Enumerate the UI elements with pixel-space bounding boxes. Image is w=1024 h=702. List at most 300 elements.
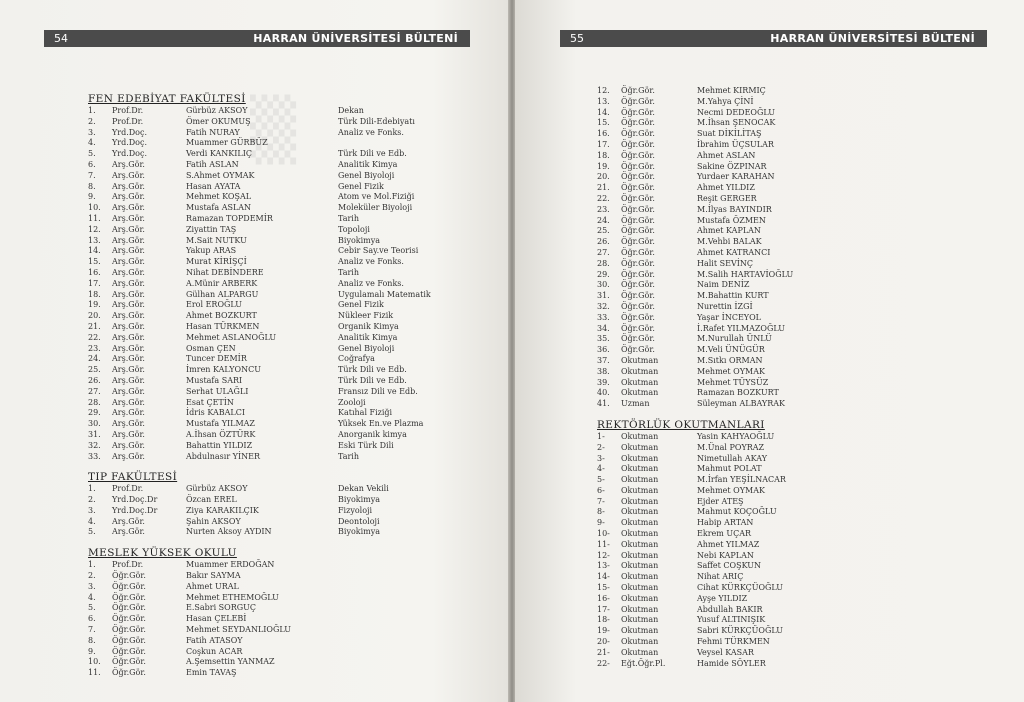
row-number: 19-: [597, 626, 610, 636]
staff-name: Sabri KÜRKÇÜOĞLU: [697, 626, 783, 636]
row-number: 31.: [597, 291, 610, 301]
row-number: 21.: [88, 321, 101, 331]
academic-title: Arş.Gör.: [112, 516, 145, 526]
staff-name: Mehmet OYMAK: [697, 485, 765, 495]
row-number: 1-: [597, 431, 605, 441]
academic-title: Okutman: [621, 464, 659, 474]
staff-row: [88, 398, 448, 409]
department: [338, 603, 448, 614]
right-page-header: [560, 30, 987, 47]
department: Türk Dili ve Edb.: [338, 149, 407, 159]
staff-name: Serhat ULAĞLI: [186, 386, 249, 396]
row-number: 35.: [597, 334, 610, 344]
staff-row: [88, 636, 448, 647]
row-number: 4.: [88, 516, 96, 526]
staff-row: [597, 583, 977, 594]
staff-name: E.Sabri SORGUÇ: [186, 603, 256, 613]
staff-row: [88, 257, 448, 268]
staff-row: [597, 356, 977, 367]
staff-name: Mehmet SEYDANLIOĞLU: [186, 625, 291, 635]
row-number: 3.: [88, 127, 96, 137]
department: Türk Dili ve Edb.: [338, 375, 407, 385]
department: [338, 593, 448, 604]
academic-title: Öğr.Gör.: [112, 592, 146, 602]
staff-row: [597, 86, 977, 97]
department: Biyokimya: [338, 235, 381, 245]
staff-name: İdris KABALCI: [186, 408, 245, 418]
staff-name: Ahmet URAL: [186, 581, 239, 591]
staff-row: [88, 354, 448, 365]
staff-name: Hasan ÇELEBİ: [186, 614, 247, 624]
staff-row: [88, 430, 448, 441]
row-number: 18.: [88, 289, 101, 299]
row-number: 6.: [88, 614, 96, 624]
academic-title: Okutman: [621, 615, 659, 625]
staff-name: Gülhan ALPARGU: [186, 289, 259, 299]
academic-title: Arş.Gör.: [112, 203, 145, 213]
staff-row: [597, 248, 977, 259]
left-page-content: [88, 93, 448, 679]
staff-name: Tuncer DEMİR: [186, 354, 247, 364]
academic-title: Öğr.Gör.: [621, 172, 655, 182]
staff-name: Gürbüz AKSOY: [186, 484, 248, 494]
right-page: [515, 0, 1024, 702]
staff-row: [597, 486, 977, 497]
staff-name: Halit SEVİNÇ: [697, 258, 753, 268]
academic-title: Okutman: [621, 637, 659, 647]
row-number: 9-: [597, 518, 605, 528]
row-number: 29.: [597, 269, 610, 279]
staff-row: [88, 408, 448, 419]
academic-title: Arş.Gör.: [112, 192, 145, 202]
academic-title: Arş.Gör.: [112, 159, 145, 169]
staff-row: [88, 106, 448, 117]
section-gap: [597, 410, 977, 419]
department: Fizyoloji: [338, 505, 373, 515]
row-number: 9.: [88, 646, 96, 656]
staff-name: Gürbüz AKSOY: [186, 106, 248, 115]
academic-title: Öğr.Gör.: [112, 657, 146, 667]
academic-title: Okutman: [621, 518, 659, 528]
academic-title: Okutman: [621, 647, 659, 657]
staff-name: Ahmet ASLAN: [697, 150, 756, 160]
row-number: 34.: [597, 323, 610, 333]
academic-title: Öğr.Gör.: [621, 215, 655, 225]
academic-title: Arş.Gör.: [112, 354, 145, 364]
row-number: 22.: [597, 193, 610, 203]
academic-title: Okutman: [621, 529, 659, 539]
staff-name: Mehmet KIRMIÇ: [697, 86, 766, 95]
academic-title: Prof.Dr.: [112, 106, 144, 115]
academic-title: Arş.Gör.: [112, 267, 145, 277]
academic-title: Öğr.Gör.: [621, 301, 655, 311]
row-number: 10.: [88, 657, 101, 667]
academic-title: Arş.Gör.: [112, 278, 145, 288]
right-page-content: [597, 86, 977, 669]
row-number: 17.: [88, 278, 101, 288]
staff-row: [88, 236, 448, 247]
staff-row: [597, 108, 977, 119]
row-number: 20-: [597, 637, 610, 647]
staff-row: [597, 345, 977, 356]
staff-name: Habip ARTAN: [697, 518, 754, 528]
department: Atom ve Mol.Fiziği: [338, 192, 415, 202]
academic-title: Arş.Gör.: [112, 397, 145, 407]
staff-row: [88, 344, 448, 355]
staff-row: [597, 605, 977, 616]
row-number: 30.: [88, 419, 101, 429]
department: Dekan Vekili: [338, 484, 389, 494]
staff-row: [88, 246, 448, 257]
department: [338, 614, 448, 625]
row-number: 5-: [597, 475, 605, 485]
staff-name: Mustafa YILMAZ: [186, 419, 255, 429]
staff-row: [597, 529, 977, 540]
row-number: 11.: [88, 213, 101, 223]
academic-title: Arş.Gör.: [112, 257, 145, 267]
staff-row: [597, 205, 977, 216]
staff-row: [88, 128, 448, 139]
staff-name: Saffet COŞKUN: [697, 561, 762, 571]
staff-name: Reşit GERGER: [697, 193, 757, 203]
staff-row: [88, 268, 448, 279]
row-number: 14.: [597, 107, 610, 117]
staff-name: Ekrem UÇAR: [697, 529, 752, 539]
academic-title: Yrd.Doç.Dr: [112, 495, 158, 505]
staff-name: Özcan EREL: [186, 495, 237, 505]
staff-name: Nurten Aksoy AYDIN: [186, 527, 272, 537]
staff-row: [597, 216, 977, 227]
header-title: HARRAN ÜNİVERSİTESİ BÜLTENİ: [770, 32, 975, 45]
staff-row: [597, 561, 977, 572]
row-number: 19.: [597, 161, 610, 171]
row-number: 11-: [597, 539, 610, 549]
academic-title: Yrd.Doç.Dr: [112, 505, 158, 515]
academic-title: Öğr.Gör.: [621, 107, 655, 117]
row-number: 2.: [88, 571, 96, 581]
row-number: 5.: [88, 149, 96, 159]
staff-row: [597, 572, 977, 583]
staff-name: Şahin AKSOY: [186, 516, 241, 526]
staff-name: Murat KİRİŞÇİ: [186, 257, 247, 267]
staff-row: [88, 560, 448, 571]
row-number: 32.: [597, 301, 610, 311]
staff-row: [88, 593, 448, 604]
row-number: 24.: [597, 215, 610, 225]
academic-title: Arş.Gör.: [112, 419, 145, 429]
academic-title: Okutman: [621, 572, 659, 582]
staff-row: [597, 454, 977, 465]
staff-row: [597, 129, 977, 140]
department: Zooloji: [338, 397, 366, 407]
row-number: 4.: [88, 592, 96, 602]
staff-row: [597, 237, 977, 248]
row-number: 12.: [597, 86, 610, 95]
staff-name: İbrahim ÜÇSULAR: [697, 139, 774, 149]
department: Genel Fizik: [338, 181, 384, 191]
academic-title: Öğr.Gör.: [621, 226, 655, 236]
staff-name: Fatih ASLAN: [186, 159, 239, 169]
department: Analiz ve Fonks.: [338, 278, 404, 288]
academic-title: Arş.Gör.: [112, 170, 145, 180]
department: [338, 636, 448, 647]
row-number: 6.: [88, 159, 96, 169]
staff-name: M.İhsan ŞENOCAK: [697, 118, 776, 128]
academic-title: Eğt.Öğr.Pl.: [621, 658, 666, 668]
staff-name: Ziyattin TAŞ: [186, 224, 237, 234]
row-number: 20.: [88, 311, 101, 321]
staff-row: [88, 160, 448, 171]
staff-name: M.Nurullah ÜNLÜ: [697, 334, 772, 344]
staff-row: [88, 149, 448, 160]
academic-title: Uzman: [621, 399, 650, 409]
staff-row: [88, 625, 448, 636]
department: [338, 582, 448, 593]
academic-title: Arş.Gör.: [112, 300, 145, 310]
department: Biyokimya: [338, 495, 381, 505]
staff-name: Mustafa SARI: [186, 375, 243, 385]
staff-row: [597, 324, 977, 335]
row-number: 2-: [597, 442, 605, 452]
staff-row: [597, 280, 977, 291]
academic-title: Prof.Dr.: [112, 116, 144, 126]
row-number: 38.: [597, 366, 610, 376]
staff-row: [597, 443, 977, 454]
staff-name: M.Vehbi BALAK: [697, 237, 762, 247]
staff-row: [88, 322, 448, 333]
row-number: 14.: [88, 246, 101, 256]
staff-row: [597, 162, 977, 173]
row-number: 1.: [88, 484, 96, 494]
staff-row: [88, 171, 448, 182]
staff-row: [597, 518, 977, 529]
department: [338, 657, 448, 668]
row-number: 33.: [88, 451, 101, 461]
row-number: 13.: [88, 235, 101, 245]
staff-name: Hasan AYATA: [186, 181, 241, 191]
row-number: 15-: [597, 583, 610, 593]
staff-row: [88, 376, 448, 387]
staff-name: Bakır SAYMA: [186, 571, 241, 581]
academic-title: Okutman: [621, 626, 659, 636]
staff-row: [88, 668, 448, 679]
staff-name: Mehmet ASLANOĞLU: [186, 332, 277, 342]
staff-name: Nihat DEBİNDERE: [186, 267, 264, 277]
academic-title: Okutman: [621, 453, 659, 463]
academic-title: Arş.Gör.: [112, 181, 145, 191]
academic-title: Öğr.Gör.: [621, 86, 655, 95]
department: Uygulamalı Matematik: [338, 289, 431, 299]
row-number: 17-: [597, 604, 610, 614]
staff-row: [88, 300, 448, 311]
row-number: 15.: [597, 118, 610, 128]
academic-title: Öğr.Gör.: [112, 646, 146, 656]
staff-row: [597, 551, 977, 562]
staff-row: [88, 517, 448, 528]
academic-title: Öğr.Gör.: [621, 280, 655, 290]
department: [338, 571, 448, 582]
department: Analiz ve Fonks.: [338, 127, 404, 137]
staff-name: Erol EROĞLU: [186, 300, 243, 310]
staff-name: Naim DENİZ: [697, 280, 750, 290]
staff-name: M.Sait NUTKU: [186, 235, 247, 245]
staff-name: M.Salih HARTAVİOĞLU: [697, 269, 794, 279]
staff-row: [597, 172, 977, 183]
academic-title: Öğr.Gör.: [621, 96, 655, 106]
row-number: 27.: [88, 386, 101, 396]
academic-title: Okutman: [621, 485, 659, 495]
staff-row: [88, 225, 448, 236]
staff-row: [88, 506, 448, 517]
department: Analitik Kimya: [338, 159, 398, 169]
staff-name: Ömer OKUMUŞ: [186, 116, 251, 126]
academic-title: Arş.Gör.: [112, 365, 145, 375]
academic-title: Arş.Gör.: [112, 440, 145, 450]
academic-title: Okutman: [621, 604, 659, 614]
staff-row: [88, 333, 448, 344]
staff-row: [88, 311, 448, 322]
staff-row: [597, 475, 977, 486]
row-number: 32.: [88, 440, 101, 450]
staff-name: Süleyman ALBAYRAK: [697, 399, 785, 409]
academic-title: Öğr.Gör.: [621, 269, 655, 279]
page-number: 54: [54, 32, 68, 45]
row-number: 39.: [597, 377, 610, 387]
department: Tarih: [338, 267, 360, 277]
staff-name: Fatih ATASOY: [186, 635, 243, 645]
section-heading: REKTÖRLÜK OKUTMANLARI: [597, 418, 765, 431]
row-number: 23.: [597, 204, 610, 214]
staff-row: [597, 615, 977, 626]
row-number: 23.: [88, 343, 101, 353]
staff-row: [597, 183, 977, 194]
department: Cebir Say.ve Teorisi: [338, 246, 419, 256]
row-number: 33.: [597, 312, 610, 322]
department: [338, 625, 448, 636]
row-number: 9.: [88, 192, 96, 202]
staff-row: [597, 334, 977, 345]
academic-title: Okutman: [621, 496, 659, 506]
staff-name: M.Sıtkı ORMAN: [697, 355, 763, 365]
staff-row: [597, 507, 977, 518]
staff-name: Yasin KAHYAOĞLU: [697, 431, 775, 441]
staff-row: [88, 582, 448, 593]
staff-row: [88, 495, 448, 506]
staff-row: [597, 151, 977, 162]
row-number: 1.: [88, 106, 96, 115]
department: Nükleer Fizik: [338, 311, 394, 321]
row-number: 1.: [88, 560, 96, 570]
academic-title: Arş.Gör.: [112, 343, 145, 353]
staff-row: [597, 226, 977, 237]
academic-title: Arş.Gör.: [112, 408, 145, 418]
academic-title: Öğr.Gör.: [621, 247, 655, 257]
staff-row: [88, 117, 448, 128]
academic-title: Arş.Gör.: [112, 224, 145, 234]
staff-row: [88, 365, 448, 376]
academic-title: Okutman: [621, 431, 659, 441]
academic-title: Öğr.Gör.: [112, 603, 146, 613]
department: Organik Kimya: [338, 321, 399, 331]
staff-row: [88, 214, 448, 225]
department: Fransız Dili ve Edb.: [338, 386, 418, 396]
staff-row: [597, 118, 977, 129]
department: Katıhal Fiziği: [338, 408, 393, 418]
row-number: 37.: [597, 355, 610, 365]
staff-name: M.Veli ÜNÜGÜR: [697, 345, 765, 355]
row-number: 28.: [88, 397, 101, 407]
staff-row: [597, 399, 977, 410]
department: Tarih: [338, 213, 360, 223]
section-heading: MESLEK YÜKSEK OKULU: [88, 547, 237, 560]
row-number: 7.: [88, 625, 96, 635]
academic-title: Arş.Gör.: [112, 386, 145, 396]
staff-name: Verdi KANKILIÇ: [186, 149, 252, 159]
row-number: 11.: [88, 668, 101, 678]
academic-title: Öğr.Gör.: [621, 258, 655, 268]
staff-name: Mehmet KOŞAL: [186, 192, 252, 202]
staff-row: [597, 648, 977, 659]
staff-name: Necmi DEDEOĞLU: [697, 107, 775, 117]
department: Tarih: [338, 451, 360, 461]
row-number: 12-: [597, 550, 610, 560]
department: Türk Dili-Edebiyatı: [338, 116, 415, 126]
page-number: 55: [570, 32, 584, 45]
academic-title: Arş.Gör.: [112, 213, 145, 223]
staff-row: [88, 603, 448, 614]
department: Türk Dili ve Edb.: [338, 365, 407, 375]
department: Moleküler Biyoloji: [338, 203, 413, 213]
academic-title: Öğr.Gör.: [112, 668, 146, 678]
row-number: 13-: [597, 561, 610, 571]
row-number: 8-: [597, 507, 605, 517]
staff-name: Ramazan TOPDEMİR: [186, 213, 273, 223]
row-number: 10-: [597, 529, 610, 539]
staff-row: [597, 659, 977, 670]
academic-title: Öğr.Gör.: [621, 312, 655, 322]
staff-row: [597, 302, 977, 313]
row-number: 5.: [88, 603, 96, 613]
academic-title: Öğr.Gör.: [621, 323, 655, 333]
left-page: [0, 0, 509, 702]
staff-name: Emin TAVAŞ: [186, 668, 237, 678]
staff-name: Yurdaer KARAHAN: [697, 172, 775, 182]
row-number: 4-: [597, 464, 605, 474]
staff-name: Mustafa ÖZMEN: [697, 215, 766, 225]
academic-title: Yrd.Doç.: [112, 138, 148, 148]
department: Eski Türk Dili: [338, 440, 394, 450]
row-number: 19.: [88, 300, 101, 310]
academic-title: Okutman: [621, 507, 659, 517]
staff-row: [88, 441, 448, 452]
staff-row: [597, 497, 977, 508]
academic-title: Arş.Gör.: [112, 375, 145, 385]
academic-title: Öğr.Gör.: [621, 334, 655, 344]
academic-title: Okutman: [621, 539, 659, 549]
row-number: 26.: [88, 375, 101, 385]
staff-row: [597, 140, 977, 151]
department: Analitik Kimya: [338, 332, 398, 342]
section-gap: [88, 538, 448, 547]
department: Deontoloji: [338, 516, 380, 526]
department: [338, 647, 448, 658]
academic-title: Öğr.Gör.: [621, 291, 655, 301]
row-number: 13.: [597, 96, 610, 106]
staff-row: [597, 388, 977, 399]
academic-title: Yrd.Doç.: [112, 149, 148, 159]
row-number: 24.: [88, 354, 101, 364]
department: Anorganik kimya: [338, 429, 407, 439]
